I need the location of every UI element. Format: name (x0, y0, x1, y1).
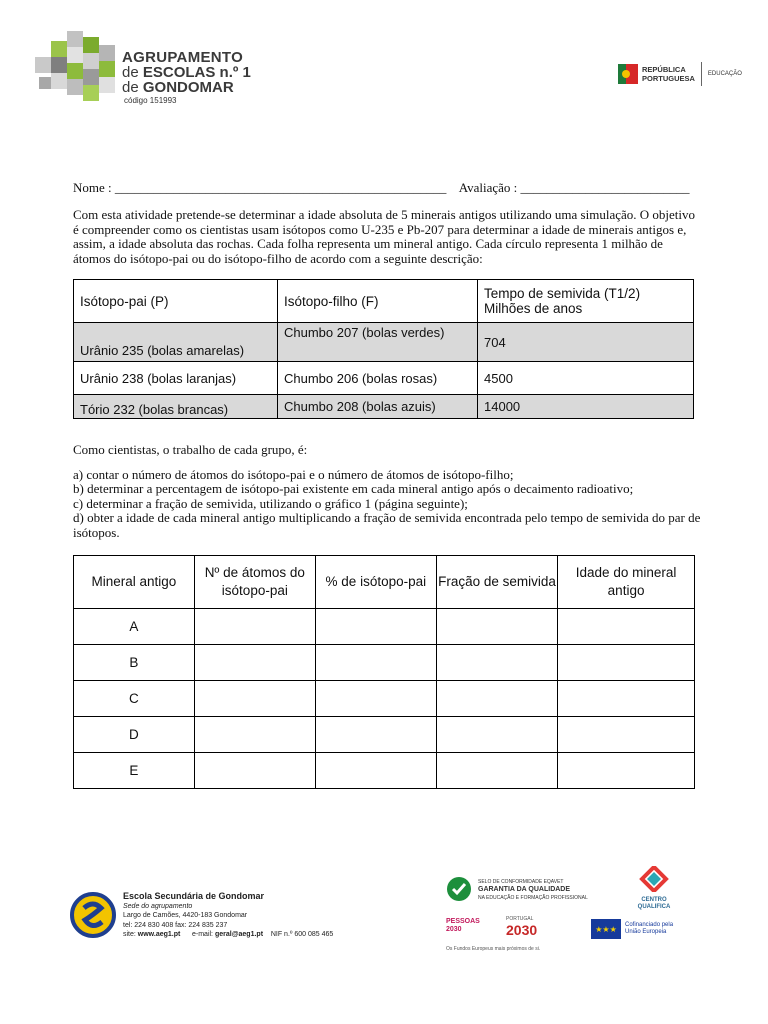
mineral-label: D (74, 717, 195, 753)
funding-logos (446, 866, 704, 958)
isotope-table (73, 279, 694, 419)
name-label: Nome : (73, 180, 112, 195)
school-name-prefix: de (122, 79, 139, 96)
footer-school-name: Escola Secundária de Gondomar (123, 891, 265, 901)
mineral-table (73, 555, 695, 789)
header-cell: Isótopo-pai (P) (74, 280, 278, 323)
mineral-label: E (74, 753, 195, 789)
answer-cell[interactable] (194, 645, 315, 681)
table-row (74, 753, 695, 789)
list-item: a) contar o número de átomos do isótopo-pai e o número de átomos de isótopo-filho; (73, 466, 514, 482)
table-cell: Chumbo 208 (bolas azuis) (278, 395, 478, 419)
list-item: d) obter a idade de cada mineral antigo multiplicando a fração de semivida encontrada pelo tempo de semivida do par de isótopos. (73, 510, 701, 540)
grade-label: Avaliação : (458, 180, 518, 195)
answer-cell[interactable] (436, 717, 557, 753)
intro-paragraph: Com esta atividade pretende-se determinar a idade absoluta de 5 minerais antigos utilizando uma simulação. O objetivo é compreender como os cientistas usam isótopos como U-235 e Pb-207 para determinar a idade de minerais antigos e, assim, a idade absoluta das rochas. Cada folha representa um mineral antigo. Cada círculo representa 1 milhão de átomos do isótopo-pai ou do isótopo-filho de acordo com a seguinte descrição: (73, 207, 696, 266)
ue-line1: Cofinanciado pela (625, 922, 674, 928)
header-halflife: Tempo de semivida (T1/2) (484, 286, 641, 301)
table-header-row (74, 280, 694, 323)
gov-area: EDUCAÇÃO (707, 71, 742, 77)
footer-email-link[interactable]: geral@aeg1.pt (214, 931, 264, 938)
fundos-tagline: Os Fundos Europeus mais próximos de si. (446, 946, 541, 952)
government-logo (618, 62, 742, 86)
header-units: Milhões de anos (484, 301, 583, 316)
mineral-label: B (74, 645, 195, 681)
list-item: c) determinar a fração de semivida, utilizando o gráfico 1 (página seguinte); (73, 495, 468, 511)
school-name-line1: AGRUPAMENTO (122, 49, 244, 66)
gov-line1: REPÚBLICA (642, 65, 686, 74)
footer (68, 866, 704, 958)
school-contact (123, 892, 333, 940)
eu-cofinanced-logo (591, 919, 673, 939)
mineral-label: C (74, 681, 195, 717)
answer-cell[interactable] (315, 645, 436, 681)
name-line (73, 180, 690, 196)
header-cell: Fração de semivida (436, 556, 557, 609)
table-cell: 14000 (478, 395, 694, 419)
school-name-line2: ESCOLAS n.º 1 (142, 64, 251, 81)
header-cell (478, 280, 694, 323)
centro-qualifica-logo (626, 866, 682, 911)
footer-email-label: e-mail: (192, 931, 214, 938)
cq-line1: CENTRO (641, 897, 667, 903)
list-item: b) determinar a percentagem de isótopo-pai existente em cada mineral antigo após o decaimento radioativo; (73, 481, 634, 496)
mineral-label: A (74, 609, 195, 645)
answer-cell[interactable] (558, 753, 695, 789)
answer-cell[interactable] (194, 609, 315, 645)
eu-flag-icon: ★★★ (591, 919, 621, 939)
name-field[interactable]: ___________________________________________________ (114, 180, 447, 195)
header-cell: Mineral antigo (74, 556, 195, 609)
table-cell: 704 (478, 323, 694, 362)
eqavet-seal-icon (446, 876, 472, 902)
table-row (74, 323, 694, 362)
seal-main: GARANTIA DA QUALIDADE (478, 886, 571, 893)
pessoas-2030-logo (446, 918, 480, 934)
school-emblem-icon (70, 892, 116, 938)
portugal-year: 2030 (506, 922, 538, 938)
answer-cell[interactable] (194, 681, 315, 717)
table-row (74, 609, 695, 645)
cq-line2: QUALIFICA (637, 904, 671, 910)
answer-cell[interactable] (436, 753, 557, 789)
divider (701, 62, 702, 86)
answer-cell[interactable] (558, 681, 695, 717)
table-cell: Chumbo 207 (bolas verdes) (278, 323, 478, 362)
ue-line2: União Europeia (625, 929, 667, 935)
answer-cell[interactable] (436, 681, 557, 717)
answer-cell[interactable] (315, 681, 436, 717)
table-row (74, 717, 695, 753)
answer-cell[interactable] (315, 753, 436, 789)
table-row (74, 681, 695, 717)
footer-seat: Sede do agrupamento (123, 902, 193, 910)
answer-cell[interactable] (436, 645, 557, 681)
school-name (122, 50, 251, 95)
answer-cell[interactable] (436, 609, 557, 645)
portugal-2030-logo (506, 916, 537, 938)
answer-cell[interactable] (315, 717, 436, 753)
eqavet-seal-text (478, 878, 588, 902)
answer-cell[interactable] (194, 753, 315, 789)
instructions-lead: Como cientistas, o trabalho de cada grupo, é: (73, 442, 308, 457)
table-cell: Urânio 238 (bolas laranjas) (74, 362, 278, 395)
footer-site-label: site: (123, 931, 136, 938)
school-name-prefix: de (122, 64, 139, 81)
answer-cell[interactable] (558, 609, 695, 645)
footer-site-link[interactable]: www.aeg1.pt (137, 931, 181, 938)
footer-phone: tel: 224 830 408 fax: 224 835 237 (123, 921, 228, 929)
table-cell: Tório 232 (bolas brancas) (74, 395, 278, 419)
footer-nif: NIF n.º 600 085 465 (270, 931, 334, 938)
instructions (73, 443, 703, 540)
table-header-row (74, 556, 695, 609)
school-logo-icon (33, 27, 125, 107)
pessoas-label: PESSOAS (446, 918, 480, 925)
table-cell: 4500 (478, 362, 694, 395)
table-cell: Chumbo 206 (bolas rosas) (278, 362, 478, 395)
header-cell: Nº de átomos do isótopo-pai (194, 556, 315, 609)
portugal-flag-icon (618, 64, 638, 84)
grade-field[interactable]: __________________________ (520, 180, 690, 195)
footer-address: Largo de Camões, 4420-183 Gondomar (123, 912, 248, 919)
header-cell: Isótopo-filho (F) (278, 280, 478, 323)
qualifica-icon (634, 866, 674, 892)
table-row (74, 362, 694, 395)
school-name-line3: GONDOMAR (142, 79, 234, 96)
answer-cell[interactable] (558, 645, 695, 681)
table-row (74, 645, 695, 681)
seal-title: SELO DE CONFORMIDADE EQAVET (478, 879, 564, 885)
answer-cell[interactable] (194, 717, 315, 753)
pessoas-year: 2030 (446, 926, 462, 933)
seal-sub: NA EDUCAÇÃO E FORMAÇÃO PROFISSIONAL (478, 895, 588, 901)
table-cell: Urânio 235 (bolas amarelas) (74, 323, 278, 362)
gov-line2: PORTUGUESA (642, 74, 695, 83)
answer-cell[interactable] (558, 717, 695, 753)
table-row (74, 395, 694, 419)
answer-cell[interactable] (315, 609, 436, 645)
header-cell: Idade do mineral antigo (558, 556, 695, 609)
school-code: código 151993 (124, 96, 177, 105)
header-cell: % de isótopo-pai (315, 556, 436, 609)
portugal-label: PORTUGAL (506, 916, 534, 922)
